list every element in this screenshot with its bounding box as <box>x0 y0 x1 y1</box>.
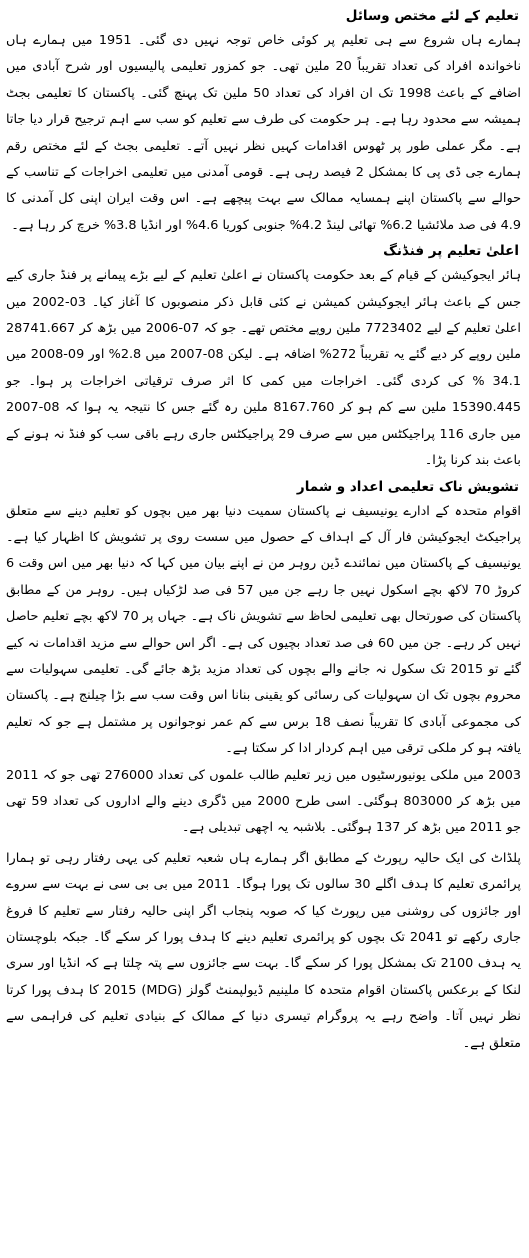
paragraph-education-resources: ہمارے ہاں شروع سے ہی تعلیم پر کوئی خاص توجہ نہیں دی گئی۔ 1951 میں ہمارے ہاں ناخواندہ افراد کی تعداد تقریباً 20 ملین تھی۔ جو کمزور تعلیمی پالیسیوں اور شرح آبادی میں اضافے کے باعث 1998 تک ان افراد کی تعداد 50 ملین تک پہنچ گئی۔ پاکستان کا تعلیمی بجٹ ہمیشہ سے محدود رہا ہے۔ ہر حکومت کی طرف سے تعلیم کو سب سے اہم ترجیح قرار دیا جاتا ہے۔ مگر عملی طور پر ٹھوس اقدامات کہیں نظر نہیں آتے۔ تعلیمی بجٹ کے لئے مختص رقم ہمارے جی ڈی پی کا بمشکل 2 فیصد رہی ہے۔ قومی آمدنی میں تعلیمی اخراجات کے تناسب کے حوالے سے پاکستان اپنے ہمسایہ ممالک سے بہت پیچھے ہے۔ اس وقت ایران اپنی کل آمدنی کا 4.9 فی صد ملائشیا 6.2% تھائی لینڈ 4.2% جنوبی کوریا 4.6% اور انڈیا 3.8% خرچ کر رہا ہے۔ <box>6 33 522 233</box>
paragraph-unicef-statement: اقوام متحدہ کے ادارے یونیسیف نے پاکستان سمیت دنیا بھر میں بچوں کو تعلیم دینے سے متعلق پراجیکٹ ایجوکیشن فار آل کے اہداف کے حصول میں سست روی پر تشویش کا اظہار کیا ہے۔ یونیسیف کے پاکستان میں نمائندے ڈین روہر من نے اپنے بیان میں کہا کہ دنیا بھر میں اس وقت 6 کروڑ 70 لاکھ بچے اسکول نہیں جا رہے جن میں 57 فی صد لڑکیاں ہیں۔ روہر من کے مطابق پاکستان کی صورتحال بھی تعلیمی لحاظ سے تشویش ناک ہے۔ جہاں پر 70 لاکھ بچے تعلیم حاصل نہیں کر رہے۔ جن میں 60 فی صد تعداد بچیوں کی ہے۔ اگر اس حوالے سے مزید اقدامات نہ کیے گئے تو 2015 تک سکول نہ جانے والے بچوں کی تعداد مزید بڑھ جائے گی۔ تعلیمی سہولیات سے محروم بچوں تک ان سہولیات کی رسائی کو یقینی بنانا اس وقت سب سے بڑا چیلنج ہے۔ پاکستان کی مجموعی آبادی کا تقریباً نصف 18 برس سے کم عمر نوجوانوں پر مشتمل ہے جو کہ تعلیم یافتہ ہو کر ملکی ترقی میں اہم کردار ادا کر سکتا ہے۔ <box>6 503 521 757</box>
paragraph-pildat-report: پلڈاٹ کی ایک حالیہ رپورٹ کے مطابق اگر ہمارے ہاں شعبہ تعلیم کی یہی رفتار رہی تو ہمارا پرائمری تعلیم کا ہدف اگلے 30 سالوں تک پورا ہوگا۔ 2011 میں بی بی سی نے بہت سے سروے اور جائزوں کی روشنی میں رپورٹ کیا کہ صوبہ پنجاب اگر اپنی حالیہ رفتار سے تعلیم کا فروغ جاری رکھے تو 2041 تک بچوں کو پرائمری تعلیم دینے کا ہدف پورا کر سکے گا۔ جبکہ بلوچستان یہ ہدف 2100 تک بمشکل پورا کر سکے گا۔ بہت سے جائزوں سے پتہ چلتا ہے کہ انڈیا اور سری لنکا کے برعکس پاکستان اقوام متحدہ کا ملینیم ڈیولپمنٹ گولز (MDG) 2015 کا ہدف پورا کرتا نظر نہیں آتا۔ واضح رہے یہ پروگرام تیسری دنیا کے ممالک کے بنیادی تعلیم کی فراہمی سے متعلق ہے۔ <box>6 850 522 1051</box>
paragraph-university-enrollment: 2003 میں ملکی یونیورسٹیوں میں زیر تعلیم طالب علموں کی تعداد 276000 تھی جو کہ 2011 میں بڑھ کر 803000 ہوگئی۔ اسی طرح 2000 میں ڈگری دینے والے اداروں کی تعداد 59 تھی جو 2011 میں بڑھ کر 137 ہوگئی۔ بلاشبہ یہ اچھی تبدیلی ہے۔ <box>6 767 521 836</box>
section-heading-education-resources: تعلیم کے لئے مختص وسائل <box>345 8 519 24</box>
section-heading-higher-education-funding: اعلیٰ تعلیم پر فنڈنگ <box>383 243 519 260</box>
paragraph-higher-education-funding: ہائر ایجوکیشن کے قیام کے بعد حکومت پاکستان نے اعلیٰ تعلیم کے لیے بڑے پیمانے پر فنڈ جاری کیے جس کے باعث ہائر ایجوکیشن کمیشن نے کئی قابل ذکر منصوبوں کا آغاز کیا۔ 03-2002 میں اعلیٰ تعلیم کے لیے 7723402 ملین روپے مختص تھے۔ جو کہ 07-2006 میں بڑھ کر 28741.667 ملین روپے کر دیے گئے یہ تقریباً 272% اضافہ ہے۔ لیکن 08-2007 میں 2.8% اور 09-2008 میں 34.1 % کی کردی گئی۔ اخراجات میں کمی کا اثر صرف ترقیاتی اخراجات پر ہوا۔ جو 15390.445 ملین سے کم ہو کر 8167.760 ملین رہ گئے جس کا نتیجہ یہ ہوا کہ 08-2007 میں جاری 116 پراجیکٹس میں سے صرف 29 پراجیکٹس جاری رہے باقی سب کو فنڈ نہ ہونے کے باعث بند کرنا پڑا۔ <box>6 268 522 469</box>
section-heading-alarming-statistics: تشویش ناک تعلیمی اعداد و شمار <box>296 478 519 495</box>
